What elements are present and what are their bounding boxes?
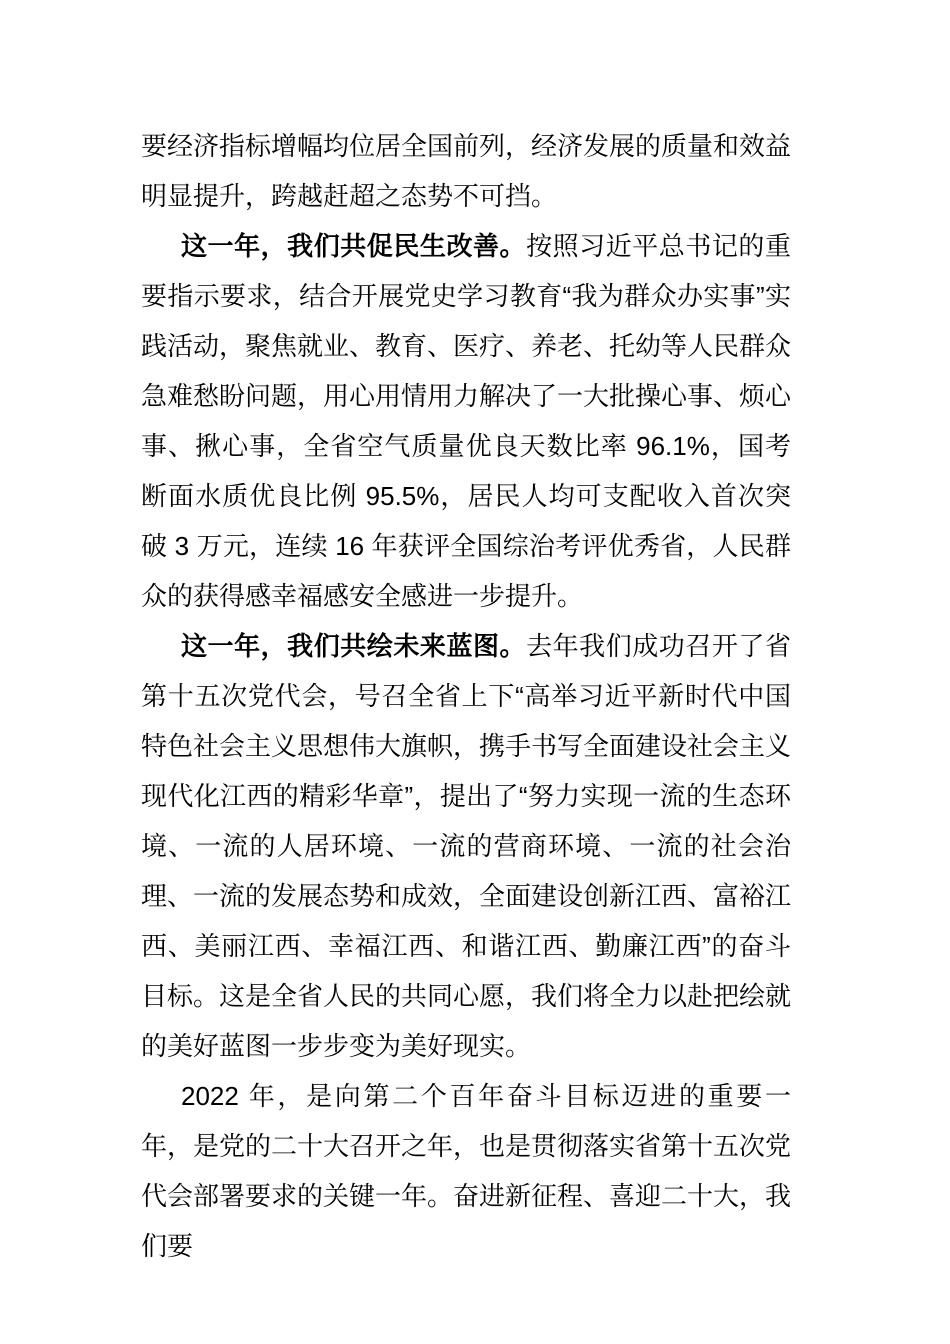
paragraph-text: 2022 年，是向第二个百年奋斗目标迈进的重要一年，是党的二十大召开之年，也是贯彻落实省第十五次党代会部署要求的关键一年。奋进新征程、喜迎二十大，我们要 xyxy=(141,1081,792,1261)
paragraph-text: 按照习近平总书记的重要指示要求，结合开展党史学习教育“我为群众办实事”实践活动，聚焦就业、教育、医疗、养老、托幼等人民群众急难愁盼问题，用心用情用力解决了一大批操心事、烦心事、揪心事，全省空气质量优良天数比率 96.1%，国考断面水质优良比例 95.5%，居民人均可支配收入首次突破 3 万元，连续 16 年获评全国综治考评优秀省，人民群众的获得感幸福感安全感进一步提升。 xyxy=(141,231,792,611)
paragraph xyxy=(141,621,791,1071)
paragraph xyxy=(141,1071,791,1271)
paragraph xyxy=(141,221,791,621)
document-page xyxy=(141,121,791,1271)
paragraph-text: 要经济指标增幅均位居全国前列，经济发展的质量和效益明显提升，跨越赶超之态势不可挡。 xyxy=(141,131,792,211)
paragraph-lead: 这一年，我们共绘未来蓝图。 xyxy=(181,631,527,661)
paragraph-text: 去年我们成功召开了省第十五次党代会，号召全省上下“高举习近平新时代中国特色社会主义思想伟大旗帜，携手书写全面建设社会主义现代化江西的精彩华章”，提出了“努力实现一流的生态环境、一流的人居环境、一流的营商环境、一流的社会治理、一流的发展态势和成效，全面建设创新江西、富裕江西、美丽江西、幸福江西、和谐江西、勤廉江西”的奋斗目标。这是全省人民的共同心愿，我们将全力以赴把绘就的美好蓝图一步步变为美好现实。 xyxy=(141,631,792,1061)
paragraph-lead: 这一年，我们共促民生改善。 xyxy=(181,231,527,261)
paragraph xyxy=(141,121,791,221)
